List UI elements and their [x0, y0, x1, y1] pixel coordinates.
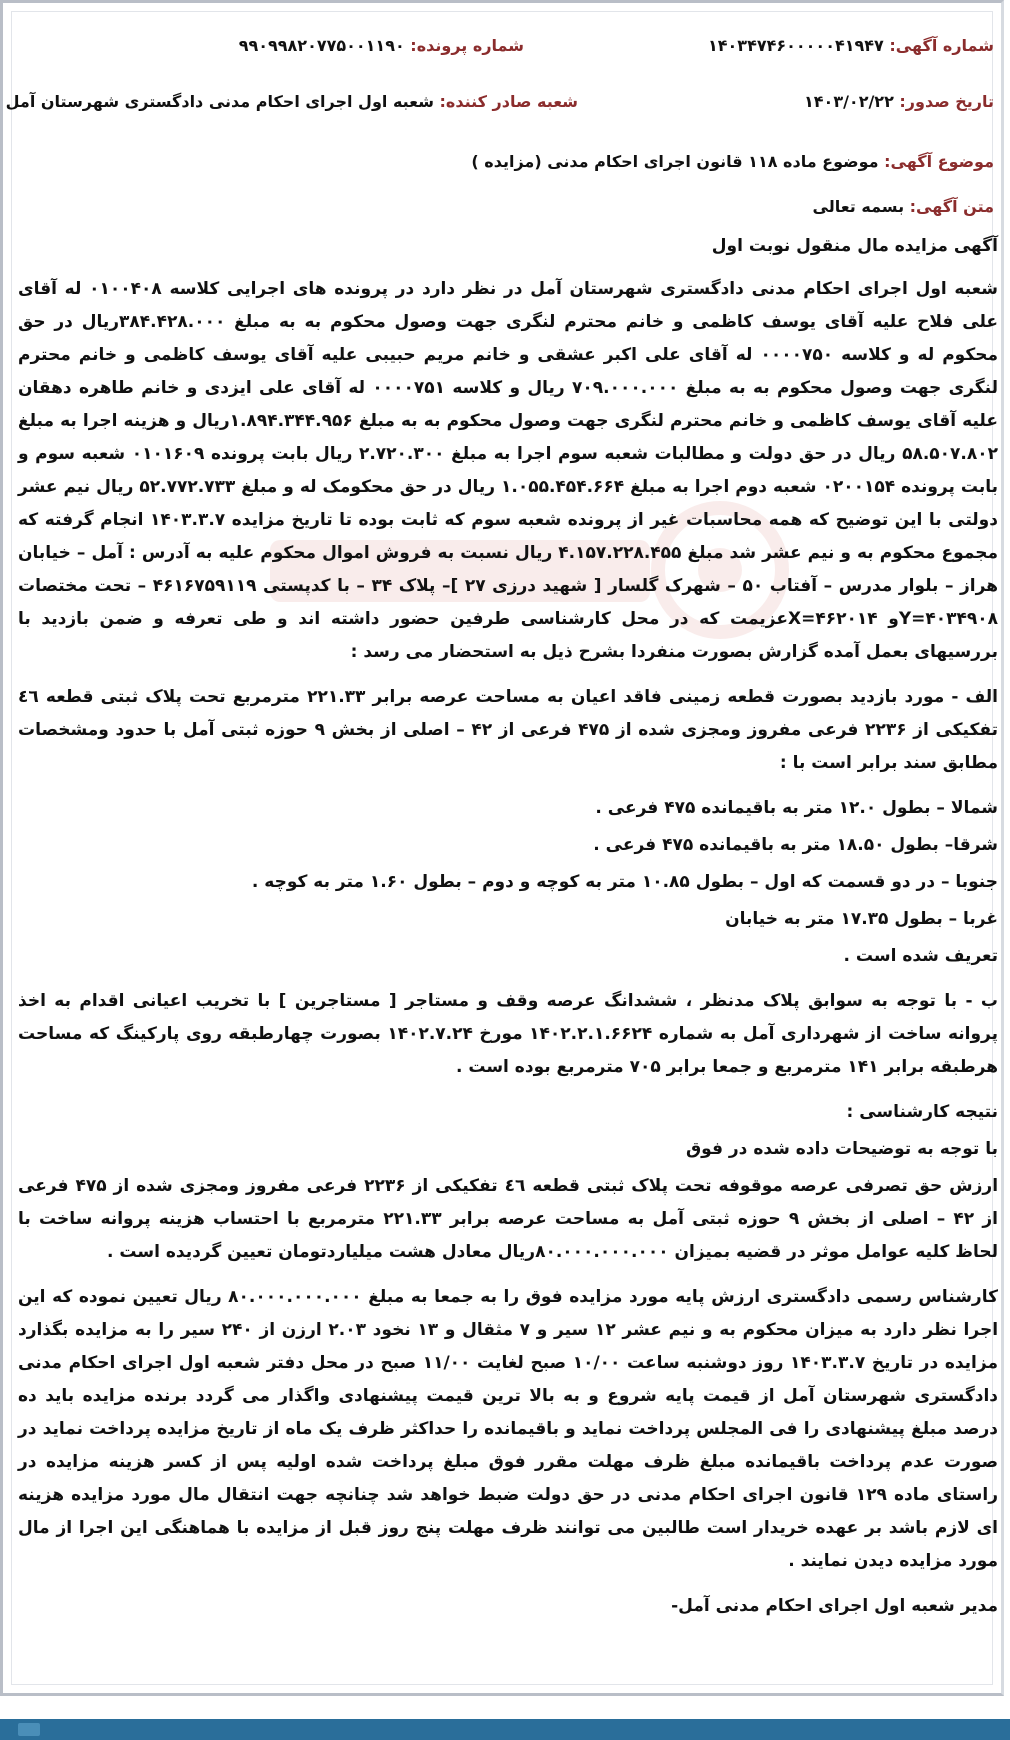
boundary-south: جنوبا – در دو قسمت که اول – بطول ۱۰.۸۵ متر به کوچه و دوم – بطول ۱.۶۰ متر به کوچه . [251, 872, 998, 892]
valuation-paragraph: ارزش حق تصرفی عرصه موقوفه تحت پلاک ثبتی قطعه ٤٦ تفکیکی از ۲۲۳۶ فرعی مفروز ومجزی شده از ۴۷۵ فرعی از ۴۲ – اصلی از بخش ۹ حوزه ثبتی آمل به مساحت عرصه برابر ۲۲۱.۳۳ مترمربع با احتساب هزینه پروانه ساخت با لحاظ کلیه عوامل موثر در قضیه بمیزان ۸۰.۰۰۰.۰۰۰.۰۰۰ریال معادل هشت میلیاردتومان تعیین گردیده است . [18, 1176, 999, 1262]
issue-date-row [804, 92, 994, 111]
result-title: نتیجه کارشناسی : [846, 1102, 998, 1122]
body-label-row [813, 197, 994, 216]
ad-heading: آگهی مزایده مال منقول نوبت اول [711, 236, 998, 256]
ad-number-label: شماره آگهی: [889, 36, 994, 55]
boundary-east: شرقا– بطول ۱۸.۵۰ متر به باقیمانده ۴۷۵ فرعی . [593, 835, 998, 855]
section-b-paragraph: ب - با توجه به سوابق پلاک مدنظر ، ششدانگ عرصه وقف و مستاجر [ مستاجرین ] با تخریب اعیانی اقدام به اخذ پروانه ساخت از شهرداری آمل به شماره ۱۴۰۲.۲.۱.۶۶۲۴ مورخ ۱۴۰۲.۷.۲۴ بصورت چهارطبقه روی پارکینگ که مساحت هرطبقه برابر ۱۴۱ مترمربع و جمعا برابر ۷۰۵ مترمربع بوده است . [18, 991, 999, 1077]
signature-line: مدیر شعبه اول اجرای احکام مدنی آمل- [671, 1596, 998, 1616]
subject-label: موضوع آگهی: [884, 152, 994, 171]
issuing-branch-row [6, 92, 578, 111]
subject-value: موضوع ماده ۱۱۸ قانون اجرای احکام مدنی (مزایده ) [471, 152, 879, 171]
body-intro: بسمه تعالی [812, 197, 905, 216]
body-label: متن آگهی: [909, 197, 994, 216]
issue-date-label: تاریخ صدور: [899, 92, 994, 111]
bottom-bar [0, 1719, 1010, 1740]
boundary-north: شمالا – بطول ۱۲.۰ متر به باقیمانده ۴۷۵ فرعی . [595, 798, 998, 818]
bottom-bar-marker [18, 1723, 40, 1736]
intro-paragraph: شعبه اول اجرای احکام مدنی دادگستری شهرستان آمل در نظر دارد در پرونده های اجرایی کلاسه ۰۱۰۰۴۰۸ له آقای علی فلاح علیه آقای یوسف کاظمی و خانم محترم لنگری جهت وصول محکوم به به مبلغ ۳۸۴.۴۲۸.۰۰۰ریال در حق محکوم له و کلاسه ۰۰۰۰۷۵۰ له آقای علی اکبر عشقی و خانم مریم حبیبی علیه آقای یوسف کاظمی و خانم محترم لنگری جهت وصول محکوم به به مبلغ ۷۰۹.۰۰۰.۰۰۰ ریال و کلاسه ۰۰۰۰۷۵۱ له آقای علی ایزدی و خانم طاهره دهقان علیه آقای یوسف کاظمی و خانم محترم لنگری جهت وصول محکوم به به مبلغ ۱.۸۹۴.۳۴۴.۹۵۶ریال و هزینه اجرا به مبلغ ۵۸.۵۰۷.۸۰۲ ریال در حق دولت و مطالبات شعبه سوم اجرا به مبلغ ۲.۷۲۰.۳۰۰ ریال بابت پرونده ۰۱۰۱۶۰۹ شعبه سوم و بابت پرونده ۰۲۰۰۱۵۴ شعبه دوم اجرا به مبلغ ۱.۰۵۵.۴۵۴.۶۶۴ ریال در حق محکومک له و مبلغ ۵۲.۷۷۲.۷۳۳ ریال نیم عشر دولتی با این توضیح که همه محاسبات غیر از پرونده شعبه سوم که ثابت بوده تا تاریخ مزایده ۱۴۰۳.۳.۷ انجام گرفته که مجموع محکوم به و نیم عشر شد مبلغ ۴.۱۵۷.۲۲۸.۴۵۵ ریال نسبت به فروش اموال محکوم علیه به آدرس : آمل – خیابان هراز – بلوار مدرس – آفتاب ۵۰ – شهرک گلسار [ شهید درزی ۲۷ ]– پلاک ۳۴ – با کدپستی ۴۶۱۶۷۵۹۱۱۹ – تحت مختصات Y=۴۰۳۴۹۰۸و X=۴۶۲۰۱۴عزیمت که در محل کارشناسی طرفین حضور داشته اند و طی تعرفه و ضمن بازدید با بررسیهای بعمل آمده گزارش بصورت منفردا بشرح ذیل به استحضار می رسد : [18, 279, 999, 662]
ad-number-row [708, 36, 994, 55]
result-intro: با توجه به توضیحات داده شده در فوق [685, 1139, 998, 1159]
ad-number-value: ۱۴۰۳۴۷۴۶۰۰۰۰۰۴۱۹۴۷ [708, 36, 884, 55]
issue-date-value: ۱۴۰۳/۰۲/۲۲ [804, 92, 894, 111]
case-number-row [239, 36, 524, 55]
auction-terms-paragraph: کارشناس رسمی دادگستری ارزش پایه مورد مزایده فوق را به جمعا به مبلغ ۸۰.۰۰۰.۰۰۰.۰۰۰ ریال تعیین نموده که این اجرا نظر دارد به میزان محکوم به و نیم عشر ۱۲ سیر و ۷ مثقال و ۱۳ نخود ۲.۰۳ ارزن از ۲۴۰ سیر را به مزایده بگذارد مزایده در تاریخ ۱۴۰۳.۳.۷ روز دوشنبه ساعت ۱۰/۰۰ صبح لغایت ۱۱/۰۰ صبح در محل دفتر شعبه اول اجرای احکام مدنی دادگستری شهرستان آمل از قیمت پایه شروع و به بالا ترین قیمت پیشنهادی واگذار می گردد برنده مزایده باید ده درصد مبلغ پیشنهادی را فی المجلس پرداخت نماید و باقیمانده را حداکثر ظرف یک ماه از تاریخ مزایده پرداخت نماید در صورت عدم پرداخت باقیمانده مبلغ ظرف مهلت مقرر فوق مبلغ پرداخت شده اولیه پس از کسر هزینه مزایده در راستای ماده ۱۲۹ قانون اجرای احکام مدنی در حق دولت ضبط خواهد شد چنانچه جهت انتقال مال مورد مزایده هزینه ای لازم باشد بر عهده خریدار است طالبین می توانند ظرف مهلت پنج روز قبل از مزایده با هماهنگی این اجرا از مال مورد مزایده دیدن نمایند . [18, 1287, 999, 1571]
issuing-branch-label: شعبه صادر کننده: [439, 92, 578, 111]
issuing-branch-value: شعبه اول اجرای احکام مدنی دادگستری شهرستان آمل [5, 92, 434, 111]
case-number-value: ۹۹۰۹۹۸۲۰۷۷۵۰۰۱۱۹۰ [238, 36, 405, 55]
case-number-label: شماره پرونده: [410, 36, 524, 55]
section-a-paragraph: الف - مورد بازدید بصورت قطعه زمینی فاقد اعیان به مساحت عرصه برابر ۲۲۱.۳۳ مترمربع تحت پلاک ثبتی قطعه ٤٦ تفکیکی از ۲۲۳۶ فرعی مفروز ومجزی شده از ۴۷۵ فرعی از ۴۲ – اصلی از بخش ۹ حوزه ثبتی آمل با حدود ومشخصات مطابق سند برابر است با : [18, 687, 999, 773]
ad-body [18, 230, 998, 1635]
defined-line: تعریف شده است . [843, 946, 998, 966]
subject-row [471, 152, 994, 171]
boundary-west: غربا – بطول ۱۷.۳۵ متر به خیابان [725, 909, 998, 929]
